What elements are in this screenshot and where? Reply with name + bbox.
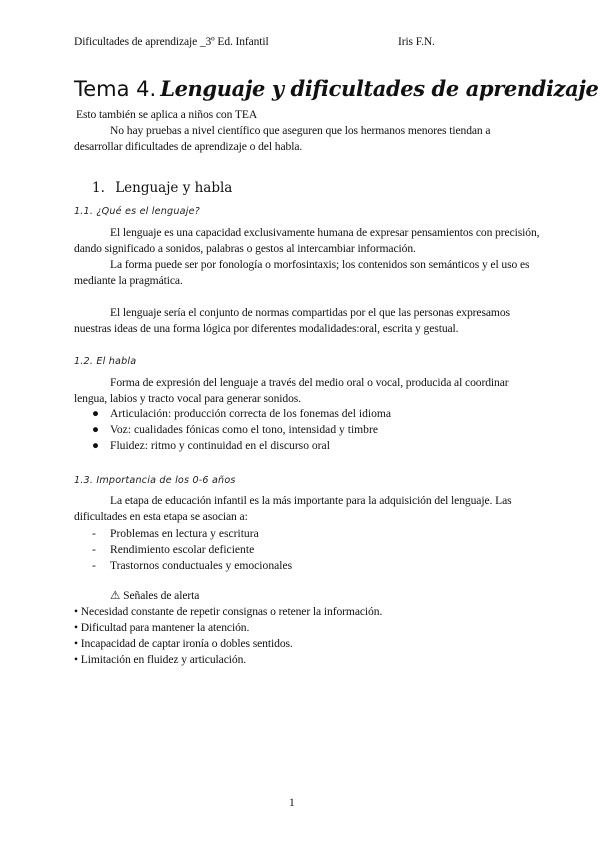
speech-bullet-list — [92, 406, 532, 454]
list-item: • Necesidad constante de repetir consignas o retener la información. — [74, 605, 383, 618]
alerts-list — [74, 604, 544, 668]
list-item: - Rendimiento escolar deficiente — [92, 543, 255, 556]
intro-note: Esto también se aplica a niños con TEA — [76, 108, 258, 121]
dash-marker: - — [92, 543, 96, 556]
list-item: ● Voz: cualidades fónicas como el tono, intensidad y timbre — [92, 423, 378, 436]
list-item: • Incapacidad de captar ironía o dobles sentidos. — [74, 637, 293, 650]
page-number: 1 — [289, 797, 295, 809]
subsection-title-1-1: 1.1. ¿Qué es el lenguaje? — [74, 206, 200, 217]
list-item: - Trastornos conductuales y emocionales — [92, 559, 293, 572]
paragraph-lenguaje-definicion: El lenguaje es una capacidad exclusivamente humana de expresar pensamientos con precisión, dando significado a sonidos, palabras o gestos al intercambiar información. — [74, 226, 540, 255]
bullet-dot-icon: ● — [92, 423, 100, 436]
bullet-dot-icon: ● — [92, 407, 100, 420]
section-title: Lenguaje y habla — [115, 180, 233, 196]
section-number: 1. — [92, 180, 105, 196]
subsection-title-1-2: 1.2. El habla — [74, 356, 137, 367]
subsection-title-1-3: 1.3. Importancia de los 0-6 años — [74, 475, 236, 486]
paragraph-importancia: La etapa de educación infantil es la más importante para la adquisición del lenguaje. Las dificultades en esta etapa se asocian a: — [74, 494, 512, 523]
list-item: • Dificultad para mantener la atención. — [74, 621, 250, 634]
title-prefix: Tema 4. — [74, 77, 157, 101]
header-left: Dificultades de aprendizaje _3º Ed. Infantil — [74, 36, 269, 48]
list-item: - Problemas en lectura y escritura — [92, 527, 259, 540]
paragraph-habla: Forma de expresión del lenguaje a través del medio oral o vocal, producida al coordinar lengua, labios y tracto vocal para generar sonidos. — [74, 376, 509, 405]
page-title — [74, 76, 598, 101]
dash-list — [92, 526, 532, 574]
dash-marker: - — [92, 559, 96, 572]
section-heading — [92, 180, 232, 196]
paragraph-lenguaje-normas: El lenguaje sería el conjunto de normas compartidas por el que las personas expresamos nuestras ideas de una forma lógica por diferentes modalidades:oral, escrita y gestual. — [74, 306, 510, 335]
alerts-heading — [110, 588, 199, 604]
bullet-dot-icon: ● — [92, 439, 100, 452]
header-right: Iris F.N. — [398, 36, 435, 48]
list-item: ● Fluidez: ritmo y continuidad en el discurso oral — [92, 439, 330, 452]
list-item: • Limitación en fluidez y articulación. — [74, 653, 247, 666]
intro-paragraph: No hay pruebas a nivel científico que aseguren que los hermanos menores tiendan a desarrollar dificultades de aprendizaje o del habla. — [74, 124, 491, 153]
list-item: ● Articulación: producción correcta de los fonemas del idioma — [92, 407, 392, 420]
warning-icon: ⚠ — [110, 589, 121, 602]
alerts-title: Señales de alerta — [123, 589, 200, 602]
dash-marker: - — [92, 527, 96, 540]
title-main: Lenguaje y dificultades de aprendizaje — [160, 76, 599, 101]
paragraph-lenguaje-forma: La forma puede ser por fonología o morfosintaxis; los contenidos son semánticos y el uso es mediante la pragmática. — [74, 258, 530, 287]
